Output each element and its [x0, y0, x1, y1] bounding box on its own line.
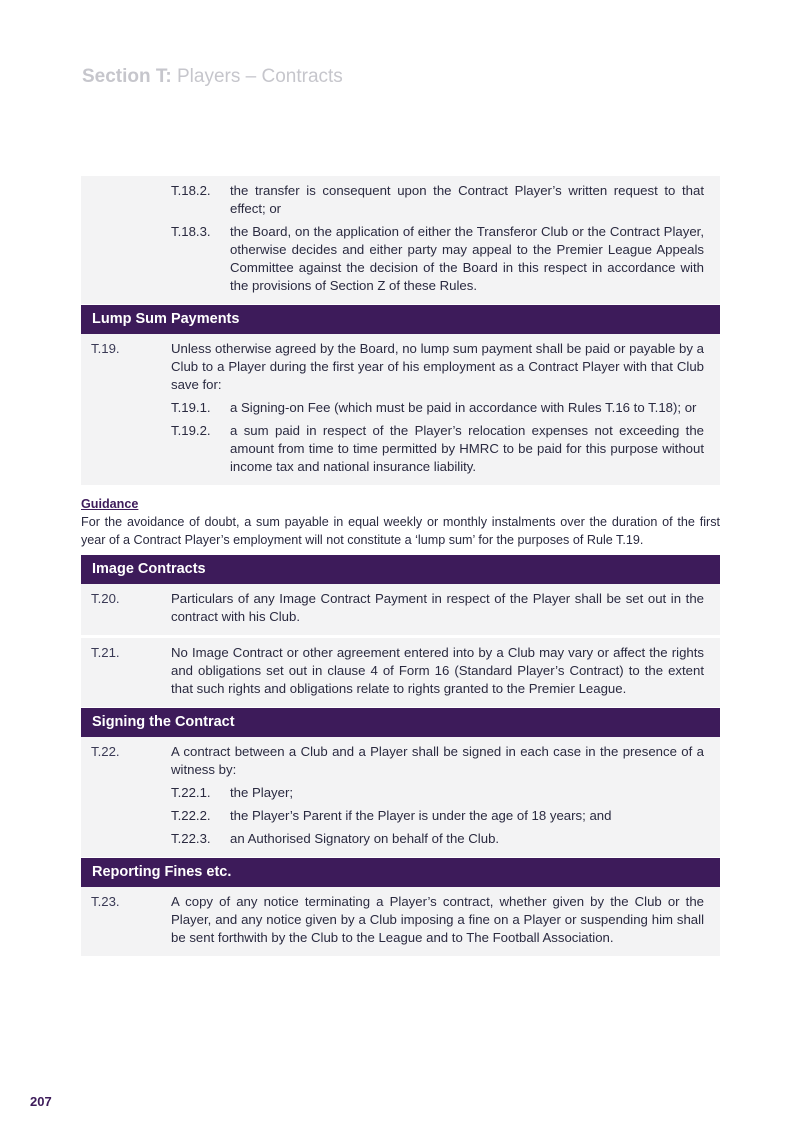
subrule-t22-3 — [171, 830, 704, 848]
subrule-t19-1 — [171, 399, 704, 417]
rule-t22 — [81, 737, 720, 858]
rule-row — [91, 340, 704, 394]
page-header — [82, 66, 343, 88]
rule-t18-continued — [81, 176, 720, 305]
rule-t20 — [81, 584, 720, 636]
rule-row — [91, 743, 704, 779]
document-content — [81, 176, 720, 957]
rule-text: A copy of any notice terminating a Player’s contract, whether given by the Club or the Player, and any notice given by a Club imposing a fine on a Player or suspending him shall be sent forthwith by the Club to the League and to The Football Association. — [171, 894, 704, 945]
subrule-t18-3 — [171, 223, 704, 295]
guidance-heading: Guidance — [81, 497, 139, 511]
subrule-t22-2 — [171, 807, 704, 825]
rule-number: T.19. — [91, 341, 120, 356]
subrule-t18-2 — [171, 182, 704, 218]
rule-row — [91, 893, 704, 947]
rule-t21 — [81, 638, 720, 708]
rule-number: T.22. — [91, 744, 120, 759]
rule-number: T.21. — [91, 645, 120, 660]
subrule-text: a Signing-on Fee (which must be paid in accordance with Rules T.16 to T.18); or — [230, 400, 697, 415]
subrule-text: the Board, on the application of either the Transferor Club or the Contract Player, otherwise decides and either party may appeal to the Premier League Appeals Committee against the decision of the Board in this respect in accordance with the provisions of Section Z of these Rules. — [230, 224, 704, 293]
rule-t19 — [81, 334, 720, 486]
subrule-number: T.18.3. — [171, 224, 211, 239]
section-heading-image-contracts: Image Contracts — [81, 555, 720, 584]
rule-row — [91, 644, 704, 698]
subrule-number: T.22.2. — [171, 808, 211, 823]
subrule-text: an Authorised Signatory on behalf of the Club. — [230, 831, 500, 846]
subrule-text: the Player; — [230, 785, 294, 800]
section-heading-signing: Signing the Contract — [81, 708, 720, 737]
rule-t23 — [81, 887, 720, 957]
guidance-box — [81, 486, 720, 555]
subrule-text: the transfer is consequent upon the Contract Player’s written request to that effect; or — [230, 183, 704, 216]
rule-row — [91, 590, 704, 626]
subrule-t19-2 — [171, 422, 704, 476]
subrule-t22-1 — [171, 784, 704, 802]
subrule-number: T.22.3. — [171, 831, 211, 846]
page-number: 207 — [30, 1094, 52, 1109]
rule-number: T.20. — [91, 591, 120, 606]
section-label: Section T: — [82, 66, 172, 87]
rule-number: T.23. — [91, 894, 120, 909]
guidance-text: For the avoidance of doubt, a sum payable in equal weekly or monthly instalments over the duration of the first year of a Contract Player’s employment will not constitute a ‘lump sum’ for the purposes of Rule T.19. — [81, 515, 720, 547]
rule-text: No Image Contract or other agreement entered into by a Club may vary or affect the rights and obligations set out in clause 4 of Form 16 (Standard Player’s Contract) to the extent that such rights and obligations relate to rights granted to the Premier League. — [171, 645, 704, 696]
section-heading-fines: Reporting Fines etc. — [81, 858, 720, 887]
rule-text: Unless otherwise agreed by the Board, no lump sum payment shall be paid or payable by a Club to a Player during the first year of his employment as a Contract Player with that Club save for: — [171, 341, 704, 392]
section-heading-lump-sum: Lump Sum Payments — [81, 305, 720, 334]
subrule-number: T.19.2. — [171, 423, 211, 438]
subrule-number: T.19.1. — [171, 400, 211, 415]
subrule-number: T.18.2. — [171, 183, 211, 198]
rule-text: Particulars of any Image Contract Payment in respect of the Player shall be set out in the contract with his Club. — [171, 591, 704, 624]
subrule-text: the Player’s Parent if the Player is under the age of 18 years; and — [230, 808, 612, 823]
subrule-number: T.22.1. — [171, 785, 211, 800]
subrule-text: a sum paid in respect of the Player’s relocation expenses not exceeding the amount from time to time permitted by HMRC to be paid for this purpose without income tax and national insurance liability. — [230, 423, 704, 474]
rule-text: A contract between a Club and a Player shall be signed in each case in the presence of a witness by: — [171, 744, 704, 777]
section-title: Players – Contracts — [171, 66, 343, 87]
